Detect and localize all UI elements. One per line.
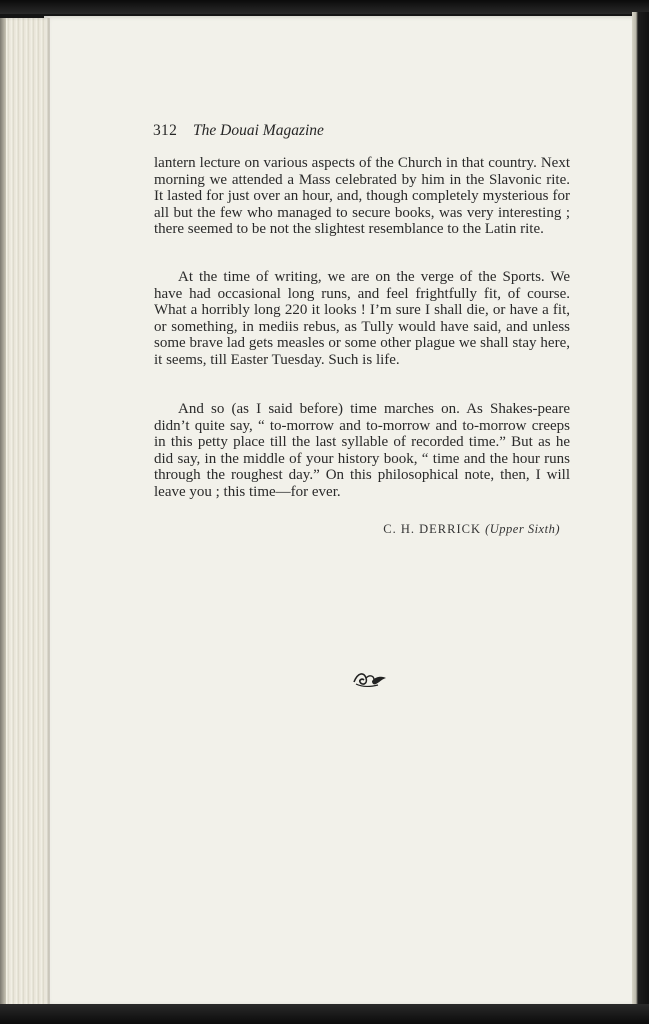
paragraph-2 xyxy=(154,269,570,368)
paragraph-text: At the time of writing, we are on the verge of the Sports. We have had occasional long runs, and feel frightfully fit, of course. What a horribly long 220 it looks ! I’m sure I shall die, or have a fit, or something, in mediis rebus, as Tully would have said, and unless some brave lad gets measles or some other plague we shall stay here, it seems, till Easter Tuesday. Such is life. xyxy=(154,269,570,368)
magazine-title: The Douai Magazine xyxy=(193,122,324,139)
fleuron-ornament-icon xyxy=(350,668,390,690)
running-head xyxy=(153,122,324,140)
binding-shadow xyxy=(0,18,6,1008)
paragraph-3 xyxy=(154,401,570,500)
book-board-top xyxy=(0,0,649,14)
paragraph-1 xyxy=(154,155,570,238)
page-number: 312 xyxy=(153,122,178,139)
author-form: (Upper Sixth) xyxy=(485,522,560,536)
book-board-right xyxy=(632,12,649,1008)
author-name: C. H. DERRICK xyxy=(383,522,481,536)
paragraph-text: lantern lecture on various aspects of the Church in that country. Next morning we attended a Mass celebrated by him in the Slavonic rite. It lasted for just over an hour, and, though completely mysterious for all but the few who managed to secure books, was very interesting ; there seemed to be not the slightest resemblance to the Latin rite. xyxy=(154,155,570,237)
book-board-bottom xyxy=(0,1004,649,1024)
stacked-page-edges xyxy=(0,18,50,1008)
author-signature xyxy=(300,522,560,537)
paragraph-text: And so (as I said before) time marches on. As Shakes-peare didn’t quite say, “ to-morrow and to-morrow and to-morrow creeps in this petty place till the last syllable of recorded time.” But as he did say, in the middle of your history book, “ time and the hour runs through the roughest day.” On this philosophical note, then, I will leave you ; this time—for ever. xyxy=(154,401,570,500)
